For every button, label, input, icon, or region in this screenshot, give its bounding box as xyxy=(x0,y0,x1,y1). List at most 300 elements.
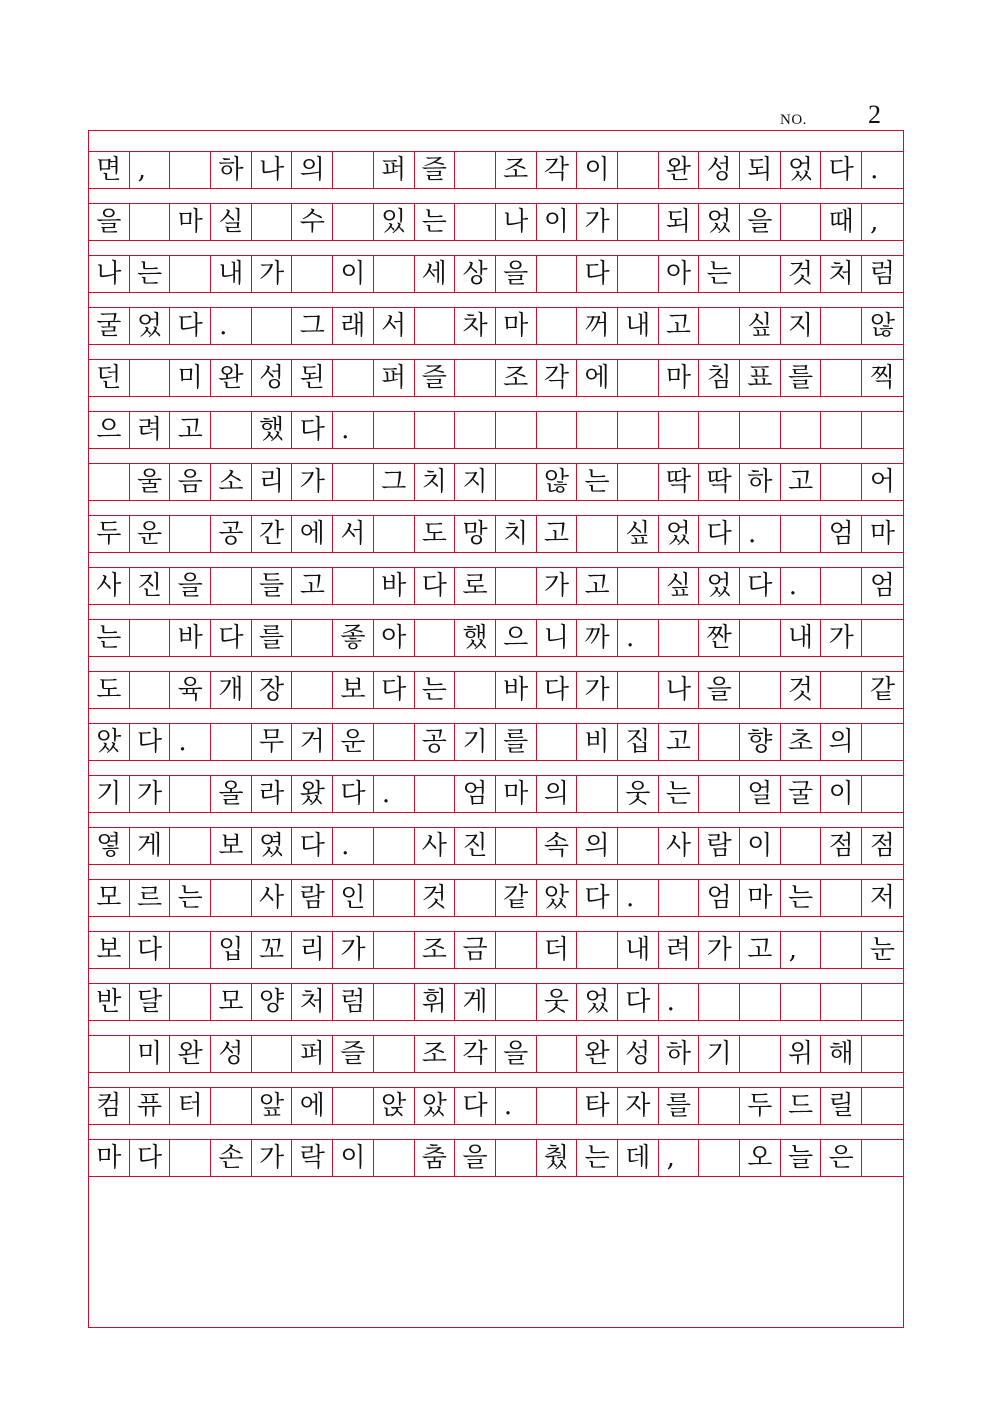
manuscript-cell xyxy=(374,828,415,864)
manuscript-cell: 퍼 xyxy=(292,1036,333,1072)
manuscript-cell: 보 xyxy=(333,672,374,708)
manuscript-cell: 치 xyxy=(496,516,537,552)
manuscript-cell: 았 xyxy=(89,724,130,760)
manuscript-cell: 을 xyxy=(740,204,781,240)
manuscript-cell xyxy=(618,568,659,604)
manuscript-cell xyxy=(89,464,130,500)
manuscript-cell xyxy=(618,828,659,864)
manuscript-row xyxy=(89,1035,903,1073)
manuscript-cell: 굴 xyxy=(89,308,130,344)
manuscript-cell xyxy=(781,412,822,448)
manuscript-cell: 각 xyxy=(537,152,578,188)
manuscript-cell xyxy=(740,620,781,656)
manuscript-cell: 이 xyxy=(821,776,862,812)
manuscript-cell: 굴 xyxy=(781,776,822,812)
manuscript-cell: 아 xyxy=(374,620,415,656)
manuscript-cell: 데 xyxy=(618,1140,659,1176)
manuscript-cell: 던 xyxy=(89,360,130,396)
manuscript-cell: 기 xyxy=(89,776,130,812)
manuscript-cell: 다 xyxy=(292,828,333,864)
manuscript-cell: 드 xyxy=(781,1088,822,1124)
manuscript-cell: 는 xyxy=(415,672,456,708)
manuscript-cell xyxy=(333,464,374,500)
manuscript-cell: 에 xyxy=(292,516,333,552)
manuscript-cell xyxy=(821,880,862,916)
manuscript-cell xyxy=(821,568,862,604)
manuscript-cell: 소 xyxy=(211,464,252,500)
manuscript-cell: 을 xyxy=(496,256,537,292)
manuscript-cell xyxy=(130,672,171,708)
manuscript-cell xyxy=(211,412,252,448)
manuscript-cell xyxy=(699,724,740,760)
manuscript-cell: 하 xyxy=(211,152,252,188)
manuscript-cell: 싶 xyxy=(740,308,781,344)
manuscript-cell xyxy=(496,984,537,1020)
manuscript-cell: 미 xyxy=(130,1036,171,1072)
manuscript-cell: 성 xyxy=(699,152,740,188)
manuscript-cell: 좋 xyxy=(333,620,374,656)
manuscript-cell: 었 xyxy=(781,152,822,188)
manuscript-cell: 퍼 xyxy=(374,360,415,396)
manuscript-cell xyxy=(740,256,781,292)
manuscript-cell xyxy=(821,308,862,344)
manuscript-cell xyxy=(374,724,415,760)
manuscript-cell: 것 xyxy=(781,672,822,708)
manuscript-cell xyxy=(618,464,659,500)
manuscript-cell xyxy=(699,1140,740,1176)
manuscript-cell xyxy=(130,360,171,396)
manuscript-cell xyxy=(577,412,618,448)
manuscript-cell: 수 xyxy=(292,204,333,240)
manuscript-cell: 무 xyxy=(252,724,293,760)
manuscript-cell: 웃 xyxy=(618,776,659,812)
manuscript-cell xyxy=(537,412,578,448)
manuscript-cell xyxy=(455,412,496,448)
manuscript-cell: 나 xyxy=(252,152,293,188)
manuscript-cell xyxy=(862,1036,903,1072)
manuscript-cell xyxy=(821,984,862,1020)
manuscript-cell: 마 xyxy=(496,776,537,812)
manuscript-cell: . xyxy=(659,984,700,1020)
manuscript-cell: 까 xyxy=(577,620,618,656)
manuscript-cell: 사 xyxy=(252,880,293,916)
manuscript-cell: 해 xyxy=(821,1036,862,1072)
manuscript-cell: 처 xyxy=(292,984,333,1020)
manuscript-cell: 고 xyxy=(537,516,578,552)
manuscript-cell xyxy=(455,204,496,240)
manuscript-cell: 고 xyxy=(577,568,618,604)
manuscript-row xyxy=(89,463,903,501)
manuscript-cell: 다 xyxy=(740,568,781,604)
manuscript-cell: . xyxy=(496,1088,537,1124)
manuscript-cell: 었 xyxy=(130,308,171,344)
manuscript-cell: 것 xyxy=(781,256,822,292)
manuscript-cell xyxy=(618,412,659,448)
manuscript-cell: 는 xyxy=(699,256,740,292)
manuscript-cell: 것 xyxy=(415,880,456,916)
manuscript-row xyxy=(89,827,903,865)
manuscript-cell: 딱 xyxy=(699,464,740,500)
manuscript-cell: 휘 xyxy=(415,984,456,1020)
manuscript-cell: 비 xyxy=(577,724,618,760)
manuscript-cell xyxy=(618,152,659,188)
manuscript-cell: 는 xyxy=(89,620,130,656)
manuscript-row xyxy=(89,411,903,449)
manuscript-cell: 하 xyxy=(659,1036,700,1072)
manuscript-cell: 이 xyxy=(333,256,374,292)
manuscript-cell: 조 xyxy=(415,1036,456,1072)
manuscript-cell xyxy=(211,568,252,604)
manuscript-cell: 세 xyxy=(415,256,456,292)
manuscript-row xyxy=(89,619,903,657)
manuscript-cell xyxy=(740,1036,781,1072)
manuscript-cell xyxy=(130,620,171,656)
manuscript-cell xyxy=(537,1088,578,1124)
manuscript-cell: 각 xyxy=(455,1036,496,1072)
manuscript-cell xyxy=(455,880,496,916)
manuscript-cell: 가 xyxy=(333,932,374,968)
manuscript-cell: 위 xyxy=(781,1036,822,1072)
manuscript-cell xyxy=(577,776,618,812)
manuscript-cell: 엄 xyxy=(821,516,862,552)
manuscript-cell xyxy=(496,464,537,500)
manuscript-cell: 가 xyxy=(537,568,578,604)
manuscript-cell: 나 xyxy=(89,256,130,292)
manuscript-cell: 럼 xyxy=(869,259,895,289)
manuscript-cell: 운 xyxy=(333,724,374,760)
manuscript-cell: 침 xyxy=(699,360,740,396)
manuscript-cell: 않 xyxy=(537,464,578,500)
manuscript-cell: 다 xyxy=(374,672,415,708)
manuscript-cell: , xyxy=(659,1140,700,1176)
manuscript-cell: 터 xyxy=(170,1088,211,1124)
manuscript-cell xyxy=(170,984,211,1020)
manuscript-cell xyxy=(740,412,781,448)
manuscript-cell xyxy=(252,1036,293,1072)
manuscript-cell: 고 xyxy=(781,464,822,500)
manuscript-cell: 었 xyxy=(659,516,700,552)
manuscript-cell: 는 xyxy=(577,1140,618,1176)
manuscript-cell: 실 xyxy=(211,204,252,240)
manuscript-cell: 기 xyxy=(455,724,496,760)
manuscript-cell: 장 xyxy=(252,672,293,708)
manuscript-cell: . xyxy=(374,776,415,812)
manuscript-cell: 는 xyxy=(577,464,618,500)
manuscript-cell xyxy=(781,204,822,240)
manuscript-cell: 을 xyxy=(89,204,130,240)
manuscript-cell: 다 xyxy=(618,984,659,1020)
manuscript-cell: 라 xyxy=(252,776,293,812)
manuscript-cell: 었 xyxy=(577,984,618,1020)
manuscript-cell: 으 xyxy=(496,620,537,656)
manuscript-row xyxy=(89,931,903,969)
manuscript-cell: 었 xyxy=(699,204,740,240)
manuscript-cell: 서 xyxy=(333,516,374,552)
manuscript-cell: . xyxy=(781,568,822,604)
manuscript-cell: 지 xyxy=(781,308,822,344)
manuscript-cell xyxy=(415,776,456,812)
manuscript-cell: 퓨 xyxy=(130,1088,171,1124)
manuscript-cell: 바 xyxy=(496,672,537,708)
manuscript-cell: 내 xyxy=(618,932,659,968)
manuscript-cell: 망 xyxy=(455,516,496,552)
manuscript-cell: 다 xyxy=(130,724,171,760)
manuscript-row xyxy=(89,775,903,813)
manuscript-cell: 되 xyxy=(740,152,781,188)
manuscript-cell: 았 xyxy=(415,1088,456,1124)
manuscript-cell: 리 xyxy=(252,464,293,500)
manuscript-cell xyxy=(496,568,537,604)
manuscript-row xyxy=(89,307,903,345)
manuscript-cell: 저 xyxy=(869,883,895,913)
manuscript-cell: 의 xyxy=(537,776,578,812)
manuscript-cell xyxy=(415,412,456,448)
manuscript-cell: 다 xyxy=(821,152,862,188)
manuscript-cell: 보 xyxy=(211,828,252,864)
manuscript-cell: . xyxy=(333,412,374,448)
manuscript-cell: , xyxy=(781,932,822,968)
manuscript-cell: 고 xyxy=(659,308,700,344)
manuscript-cell xyxy=(862,412,903,448)
manuscript-cell xyxy=(252,308,293,344)
manuscript-cell: 했 xyxy=(455,620,496,656)
manuscript-cell: 락 xyxy=(292,1140,333,1176)
manuscript-cell: 람 xyxy=(292,880,333,916)
manuscript-cell: 고 xyxy=(292,568,333,604)
manuscript-row xyxy=(89,567,903,605)
manuscript-cell: 을 xyxy=(496,1036,537,1072)
manuscript-cell xyxy=(170,516,211,552)
manuscript-cell: 나 xyxy=(659,672,700,708)
manuscript-cell xyxy=(89,1036,130,1072)
manuscript-cell xyxy=(211,724,252,760)
manuscript-cell: 은 xyxy=(821,1140,862,1176)
manuscript-cell: 다 xyxy=(577,880,618,916)
manuscript-cell: 엄 xyxy=(869,571,895,601)
manuscript-cell xyxy=(821,672,862,708)
manuscript-cell xyxy=(170,256,211,292)
manuscript-cell xyxy=(862,984,903,1020)
manuscript-row xyxy=(89,151,903,189)
manuscript-cell: 를 xyxy=(252,620,293,656)
manuscript-cell: 바 xyxy=(374,568,415,604)
manuscript-cell: 금 xyxy=(455,932,496,968)
manuscript-cell: 표 xyxy=(740,360,781,396)
manuscript-cell: 다 xyxy=(577,256,618,292)
manuscript-cell: 하 xyxy=(740,464,781,500)
manuscript-cell: 를 xyxy=(659,1088,700,1124)
manuscript-cell xyxy=(292,672,333,708)
manuscript-cell xyxy=(455,152,496,188)
manuscript-cell: . xyxy=(618,620,659,656)
manuscript-cell: 면 xyxy=(89,152,130,188)
manuscript-cell: 다 xyxy=(699,516,740,552)
manuscript-cell: 래 xyxy=(333,308,374,344)
manuscript-cell xyxy=(374,256,415,292)
manuscript-cell: 의 xyxy=(292,152,333,188)
manuscript-cell: 럼 xyxy=(333,984,374,1020)
manuscript-cell: 는 xyxy=(170,880,211,916)
manuscript-cell: 즐 xyxy=(415,360,456,396)
manuscript-cell: 로 xyxy=(455,568,496,604)
manuscript-cell: 에 xyxy=(577,360,618,396)
manuscript-cell xyxy=(252,204,293,240)
manuscript-cell xyxy=(659,620,700,656)
manuscript-cell: 모 xyxy=(89,880,130,916)
manuscript-cell xyxy=(537,308,578,344)
manuscript-cell: 춤 xyxy=(415,1140,456,1176)
manuscript-cell: 꺼 xyxy=(577,308,618,344)
manuscript-cell: , xyxy=(130,152,171,188)
manuscript-cell: 않 xyxy=(869,311,895,341)
manuscript-cell: 타 xyxy=(577,1088,618,1124)
manuscript-cell xyxy=(333,1088,374,1124)
manuscript-cell xyxy=(333,152,374,188)
manuscript-cell xyxy=(577,932,618,968)
manuscript-cell xyxy=(862,724,903,760)
manuscript-cell xyxy=(862,620,903,656)
manuscript-cell: 내 xyxy=(781,620,822,656)
manuscript-row xyxy=(89,515,903,553)
manuscript-cell: 다 xyxy=(130,1140,171,1176)
manuscript-cell: 려 xyxy=(130,412,171,448)
no-label: NO. xyxy=(780,112,807,128)
manuscript-cell: 운 xyxy=(130,516,171,552)
manuscript-cell: 다 xyxy=(455,1088,496,1124)
manuscript-cell: 완 xyxy=(577,1036,618,1072)
manuscript-cell: 미 xyxy=(170,360,211,396)
manuscript-cell: 는 xyxy=(130,256,171,292)
manuscript-cell xyxy=(862,1088,903,1124)
manuscript-cell xyxy=(781,984,822,1020)
manuscript-cell xyxy=(821,464,862,500)
manuscript-cell: 르 xyxy=(130,880,171,916)
manuscript-cell xyxy=(618,256,659,292)
manuscript-cell: 려 xyxy=(659,932,700,968)
manuscript-cell: 점 xyxy=(869,831,895,861)
manuscript-cell: 싶 xyxy=(659,568,700,604)
manuscript-cell: 찍 xyxy=(869,363,895,393)
manuscript-cell: 늘 xyxy=(781,1140,822,1176)
manuscript-cell: 초 xyxy=(781,724,822,760)
manuscript-cell xyxy=(537,1036,578,1072)
manuscript-cell xyxy=(130,204,171,240)
manuscript-cell xyxy=(821,932,862,968)
manuscript-cell: 웃 xyxy=(537,984,578,1020)
manuscript-cell: 했 xyxy=(252,412,293,448)
manuscript-cell: 였 xyxy=(252,828,293,864)
manuscript-cell xyxy=(496,828,537,864)
manuscript-cell: 는 xyxy=(781,880,822,916)
manuscript-cell: 각 xyxy=(537,360,578,396)
manuscript-cell: 을 xyxy=(455,1140,496,1176)
manuscript-cell: 간 xyxy=(252,516,293,552)
manuscript-cell xyxy=(170,1140,211,1176)
manuscript-cell: . xyxy=(170,724,211,760)
manuscript-row xyxy=(89,255,903,293)
manuscript-cell: 완 xyxy=(659,152,700,188)
manuscript-cell xyxy=(374,516,415,552)
manuscript-cell: 이 xyxy=(577,152,618,188)
manuscript-cell xyxy=(374,932,415,968)
manuscript-cell xyxy=(170,776,211,812)
manuscript-cell: 마 xyxy=(740,880,781,916)
manuscript-cell: 서 xyxy=(374,308,415,344)
manuscript-cell: 옇 xyxy=(89,828,130,864)
manuscript-cell: 앉 xyxy=(374,1088,415,1124)
manuscript-cell xyxy=(415,308,456,344)
manuscript-cell: 반 xyxy=(89,984,130,1020)
manuscript-row xyxy=(89,359,903,397)
manuscript-cell: 마 xyxy=(496,308,537,344)
manuscript-cell: 치 xyxy=(415,464,456,500)
manuscript-cell: . xyxy=(211,308,252,344)
manuscript-cell xyxy=(374,412,415,448)
manuscript-cell: 다 xyxy=(333,776,374,812)
manuscript-cell: 조 xyxy=(496,360,537,396)
manuscript-cell: 성 xyxy=(252,360,293,396)
manuscript-cell xyxy=(496,1140,537,1176)
manuscript-cell: 고 xyxy=(659,724,700,760)
manuscript-row xyxy=(89,879,903,917)
manuscript-cell: 아 xyxy=(659,256,700,292)
manuscript-cell: 거 xyxy=(292,724,333,760)
manuscript-cell: 가 xyxy=(252,1140,293,1176)
manuscript-cell: 릴 xyxy=(821,1088,862,1124)
manuscript-cell: 입 xyxy=(211,932,252,968)
manuscript-cell: 마 xyxy=(89,1140,130,1176)
manuscript-cell: 같 xyxy=(496,880,537,916)
manuscript-cell: 엄 xyxy=(699,880,740,916)
manuscript-cell: 같 xyxy=(869,675,895,705)
manuscript-row xyxy=(89,1139,903,1177)
manuscript-cell: 된 xyxy=(292,360,333,396)
manuscript-cell xyxy=(496,412,537,448)
manuscript-cell: 게 xyxy=(455,984,496,1020)
manuscript-cell: 그 xyxy=(292,308,333,344)
manuscript-cell: 고 xyxy=(740,932,781,968)
manuscript-cell: 퍼 xyxy=(374,152,415,188)
manuscript-cell: 음 xyxy=(170,464,211,500)
manuscript-cell: 완 xyxy=(170,1036,211,1072)
manuscript-cell: 도 xyxy=(89,672,130,708)
manuscript-cell xyxy=(577,516,618,552)
manuscript-cell: 얼 xyxy=(740,776,781,812)
manuscript-cell: 공 xyxy=(211,516,252,552)
manuscript-cell: 즐 xyxy=(333,1036,374,1072)
manuscript-cell: 즐 xyxy=(415,152,456,188)
manuscript-cell: 다 xyxy=(211,620,252,656)
manuscript-cell: 는 xyxy=(659,776,700,812)
manuscript-cell xyxy=(292,256,333,292)
manuscript-cell: 나 xyxy=(496,204,537,240)
manuscript-cell: 내 xyxy=(618,308,659,344)
manuscript-cell xyxy=(537,256,578,292)
manuscript-cell: 차 xyxy=(455,308,496,344)
manuscript-cell: 눈 xyxy=(869,935,895,965)
manuscript-cell: 았 xyxy=(537,880,578,916)
manuscript-row xyxy=(89,723,903,761)
manuscript-cell: 마 xyxy=(659,360,700,396)
manuscript-cell: 상 xyxy=(455,256,496,292)
manuscript-cell xyxy=(374,1140,415,1176)
manuscript-cell xyxy=(170,932,211,968)
manuscript-cell: . xyxy=(870,155,879,185)
manuscript-cell xyxy=(374,1036,415,1072)
manuscript-cell: 는 xyxy=(415,204,456,240)
manuscript-cell xyxy=(211,1088,252,1124)
manuscript-cell: 도 xyxy=(415,516,456,552)
